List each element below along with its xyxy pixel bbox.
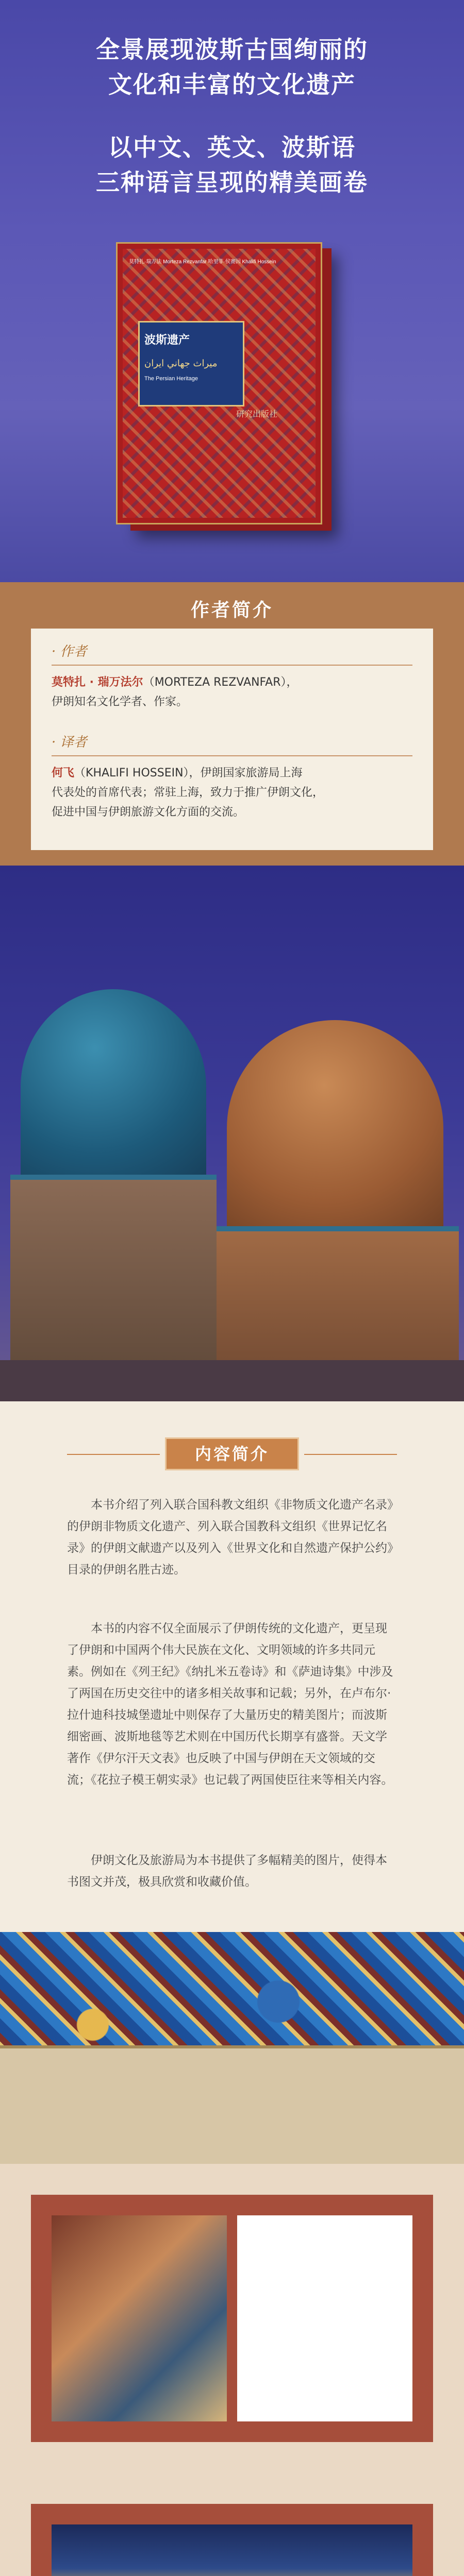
- hero-section: [0, 0, 464, 582]
- book-front: [116, 242, 322, 524]
- intro-title-badge: 内容简介: [165, 1437, 299, 1470]
- tile-arch-base: [0, 2045, 464, 2164]
- hero-headline-4: 三种语言呈现的精美画卷: [96, 168, 368, 196]
- book-authors: 莫特扎·瑞万法 Morteza Rezvanfar 哈里菲·侯赛因 Khalifi Hossein: [129, 259, 276, 265]
- divider: [52, 755, 412, 756]
- divider: [304, 1454, 397, 1455]
- translator-bio-text-1: （KHALIFI HOSSEIN），伊朗国家旅游局上海: [74, 767, 303, 779]
- book-title-fa: ميراث جهاني ايران: [144, 358, 218, 369]
- book-spread-2: [31, 2504, 433, 2576]
- translator-bio-text-2: 代表处的首席代表；常驻上海，致力于推广伊朗文化，: [52, 786, 324, 799]
- author-name: 莫特扎 · 瑞万法尔: [52, 676, 143, 689]
- book-publisher: 研究出版社: [236, 409, 278, 419]
- translator-bio-text-3: 促进中国与伊朗旅游文化方面的交流。: [52, 806, 245, 819]
- miniature-painting: [52, 2215, 227, 2421]
- author-section: [0, 582, 464, 866]
- intro-paragraph-3: 伊朗文化及旅游局为本书提供了多幅精美的图片，使得本书图文并茂，极具欣赏和收藏价值。: [67, 1854, 387, 1889]
- book-title-en: The Persian Heritage: [144, 376, 198, 382]
- divider: [67, 1454, 160, 1455]
- translator-role-label: · 译者: [52, 735, 87, 750]
- brick-dome: [227, 1020, 443, 1236]
- intro-paragraph-1: 本书介绍了列入联合国科教文组织《非物质文化遗产名录》的伊朗非物质文化遗产、列入联合国教科文组织《世界记忆名录》的伊朗文献遗产以及列入《世界文化和自然遗产保护公约》目录的伊朗名胜古迹。: [67, 1498, 393, 1577]
- book-spread-1: [31, 2195, 433, 2442]
- translator-name: 何飞: [52, 767, 75, 779]
- author-card: [31, 629, 433, 850]
- author-bio: [52, 673, 418, 712]
- hero-headline-2: 文化和丰富的文化遗产: [108, 71, 356, 98]
- author-role-label: · 作者: [52, 644, 87, 659]
- text-page: [237, 2215, 412, 2421]
- book-title-cn: 波斯遗产: [144, 333, 190, 347]
- author-bio-text-1: （MORTEZA REZVANFAR），: [143, 676, 298, 689]
- hero-headline-3: 以中文、英文、波斯语: [108, 133, 356, 161]
- ground: [0, 1360, 464, 1401]
- author-bio-text-2: 伊朗知名文化学者、作家。: [52, 696, 188, 708]
- hero-headline-1: 全景展现波斯古国绚丽的: [96, 36, 368, 63]
- divider: [52, 665, 412, 666]
- book-cover: [116, 242, 338, 531]
- intro-paragraph-2: 本书的内容不仅全面展示了伊朗传统的文化遗产，更呈现了伊朗和中国两个伟大民族在文化、文明领域的许多共同元素。例如在《列王纪》《纳扎米五卷诗》和《萨迪诗集》中涉及了两国在历史交往中的诸多相关故事和记载；另外，在卢布尔·拉什迪科技城堡遗址中则保存了大量历史的精美图片；而波斯细密画、波斯地毯等艺术则在中国历代长期享有盛誉。天文学著作《伊尔汗天文表》也反映了中国与伊朗在天文领域的交流；《花拉子模王朝实录》也记载了两国使臣往来等相关内容。: [67, 1622, 393, 1787]
- square-photo-night: [52, 2524, 412, 2576]
- blue-dome: [21, 989, 206, 1185]
- tile-mosaic-photo: [0, 1932, 464, 2164]
- photo-spreads-section: [0, 2164, 464, 2576]
- translator-bio: [52, 764, 423, 822]
- domes-photo: [0, 866, 464, 1401]
- intro-section: [0, 1401, 464, 1932]
- author-section-title: 作者简介: [190, 599, 273, 621]
